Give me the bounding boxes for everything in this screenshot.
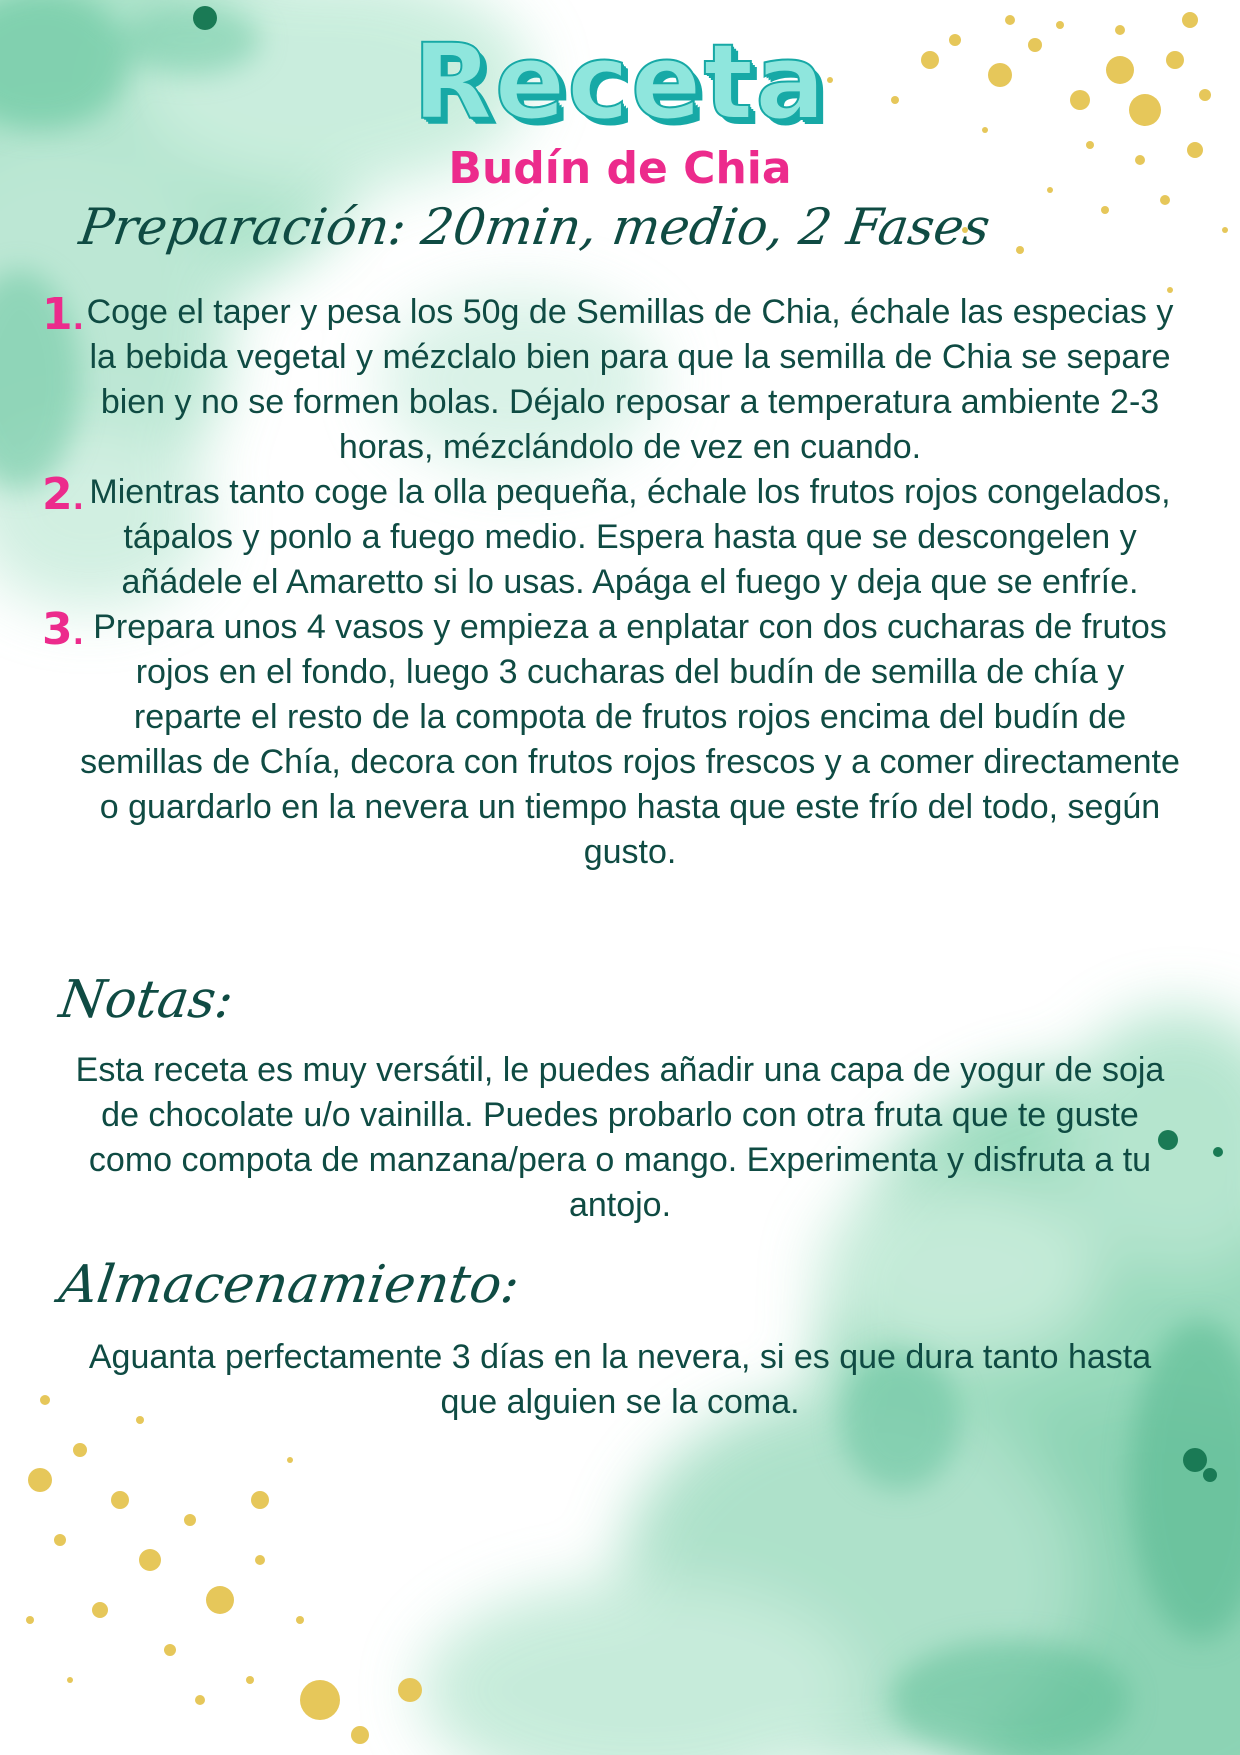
notes-heading: Notas:: [55, 970, 238, 1030]
step-number: 2.: [42, 469, 85, 520]
step-text: Prepara unos 4 vasos y empieza a enplatar con dos cucharas de frutos rojos en el fondo, luego 3 cucharas del budín de semilla de chía y reparte el resto de la compota de frutos rojos encima del budín de semillas de Chía, decora con frutos rojos frescos y a comer directamente o guardarlo en la nevera un tiempo hasta que este frío del todo, según gusto.: [80, 608, 1180, 871]
steps-list: [40, 290, 1200, 875]
preparation-heading: Preparación: 20min, medio, 2 Fases: [75, 198, 994, 256]
notes-text: Esta receta es muy versátil, le puedes añadir una capa de yogur de soja de chocolate u/o vainilla. Puedes probarlo con otra fruta que te guste como compota de manzana/pera o mango. Experimenta y disfruta a tu antojo.: [75, 1051, 1165, 1224]
step-item: [40, 290, 1200, 470]
step-number: 1.: [42, 289, 85, 340]
page-title: Receta: [412, 21, 828, 143]
step-text: Coge el taper y pesa los 50g de Semillas de Chia, échale las especias y la bebida vegetal y mézclalo bien para que la semilla de Chia se separe bien y no se formen bolas. Déjalo reposar a temperatura ambiente 2-3 horas, mézclándolo de vez en cuando.: [86, 293, 1174, 466]
storage-heading: Almacenamiento:: [55, 1255, 524, 1315]
step-number: 3.: [42, 604, 85, 655]
step-text: Mientras tanto coge la olla pequeña, échale los frutos rojos congelados, tápalos y ponlo a fuego medio. Espera hasta que se descongelen y añádele el Amaretto si lo usas. Apága el fuego y deja que se enfríe.: [89, 473, 1171, 601]
recipe-subtitle: Budín de Chia: [448, 143, 792, 194]
step-item: [40, 605, 1200, 875]
storage-text: Aguanta perfectamente 3 días en la nevera, si es que dura tanto hasta que alguien se la coma.: [88, 1338, 1152, 1421]
step-item: [40, 470, 1200, 605]
